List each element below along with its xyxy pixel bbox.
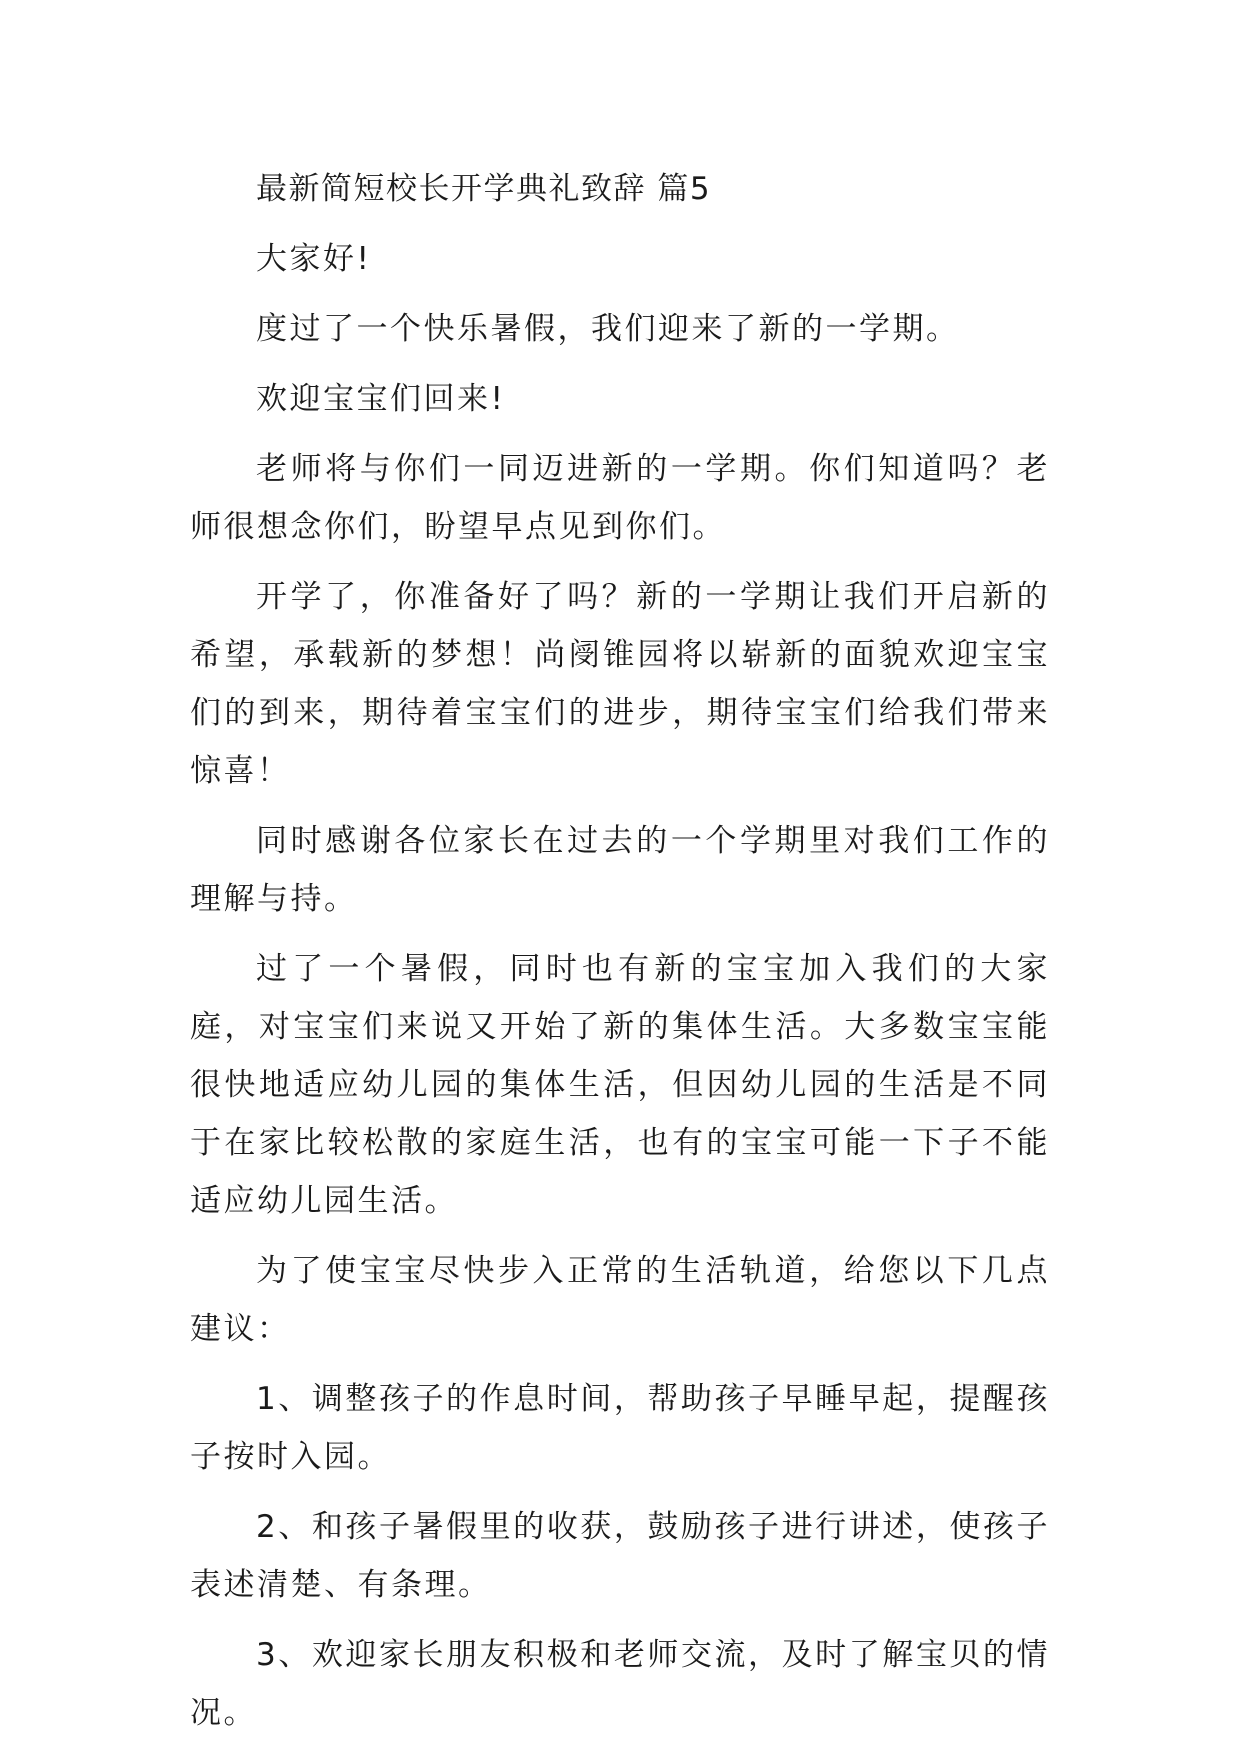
- paragraph: 老师将与你们一同迈进新的一学期。你们知道吗？老师很想念你们，盼望早点见到你们。: [190, 451, 1050, 545]
- paragraph: 度过了一个快乐暑假，我们迎来了新的一学期。: [256, 311, 960, 347]
- paragraph: 开学了，你准备好了吗？新的一学期让我们开启新的希望，承载新的梦想！尚阌锥园将以崭新的面貌欢迎宝宝们的到来，期待着宝宝们的进步，期待宝宝们给我们带来惊喜！: [190, 579, 1050, 789]
- list-item: 2、和孩子暑假里的收获，鼓励孩子进行讲述，使孩子表述清楚、有条理。: [190, 1509, 1050, 1603]
- section-title: 最新简短校长开学典礼致辞 篇5: [256, 171, 712, 207]
- list-item: 1、调整孩子的作息时间，帮助孩子早睡早起，提醒孩子按时入园。: [190, 1381, 1050, 1475]
- paragraph: 同时感谢各位家长在过去的一个学期里对我们工作的理解与持。: [190, 823, 1050, 917]
- paragraph: 欢迎宝宝们回来!: [256, 381, 506, 417]
- paragraph: 大家好!: [256, 241, 372, 277]
- paragraph: 为了使宝宝尽快步入正常的生活轨道，给您以下几点建议：: [190, 1253, 1050, 1347]
- list-item: 3、欢迎家长朋友积极和老师交流，及时了解宝贝的情况。: [190, 1637, 1050, 1731]
- paragraph: 过了一个暑假，同时也有新的宝宝加入我们的大家庭，对宝宝们来说又开始了新的集体生活。大多数宝宝能很快地适应幼儿园的集体生活，但因幼儿园的生活是不同于在家比较松散的家庭生活，也有的宝宝可能一下子不能适应幼儿园生活。: [190, 951, 1050, 1219]
- document-body: [190, 160, 1050, 1754]
